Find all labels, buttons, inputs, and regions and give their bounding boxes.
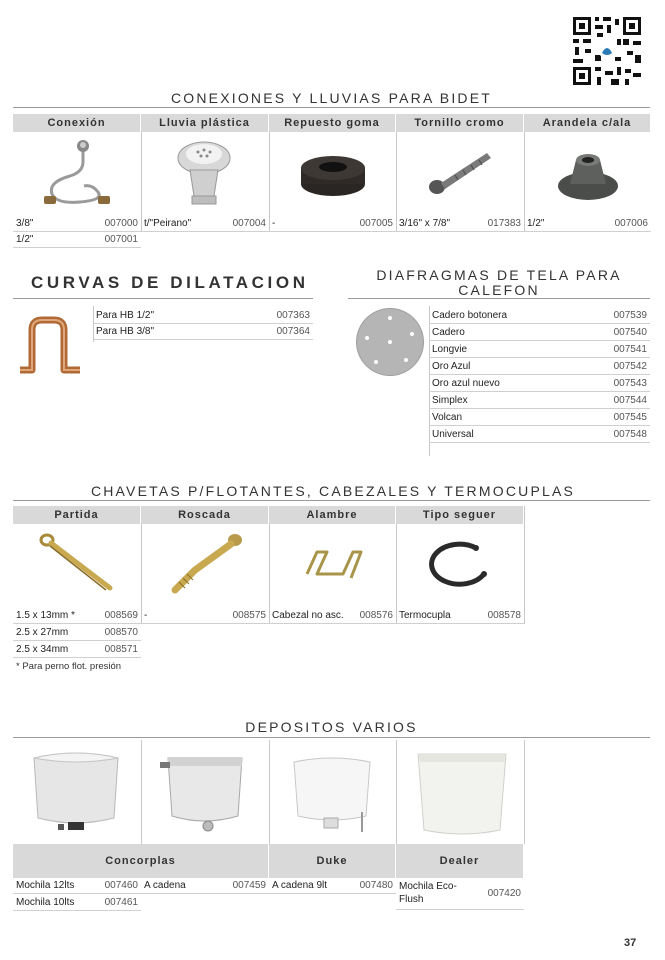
split-pin-image [38,532,118,594]
item-code: 007363 [276,310,310,321]
item-code: 008569 [104,610,138,621]
list-item [13,642,141,658]
item-label: Mochila 12lts [16,880,75,891]
divider [93,306,94,342]
item-code: 007460 [104,880,138,891]
divider [13,737,650,738]
rubber-gasket-image [298,150,368,200]
item-label: Oro azul nuevo [432,378,500,389]
list-item [269,878,396,894]
list-item [93,308,313,324]
cistern-12lts-image [28,748,124,836]
item-label: Para HB 3/8" [96,326,155,337]
item-label: Mochila 10lts [16,897,75,908]
bidet-header-conexion: Conexión [13,114,141,132]
divider [348,298,650,299]
list-item [429,325,650,341]
bidet-header-arandela: Arandela c/ala [524,114,651,132]
chavetas-header-alambre: Alambre [269,506,396,524]
list-item [13,232,141,248]
list-item [141,216,269,232]
depositos-header-concorplas: Concorplas [13,844,269,878]
divider [396,740,397,844]
list-item [396,608,524,624]
bidet-title: CONEXIONES Y LLUVIAS PARA BIDET [170,90,493,106]
list-item [13,878,141,894]
footnote: * Para perno flot. presión [16,661,122,672]
list-item [13,216,141,232]
item-code: 007364 [276,326,310,337]
depositos-header-dealer: Dealer [396,844,524,878]
item-code: 008570 [104,627,138,638]
item-code: 007545 [613,412,647,423]
list-item [13,895,141,911]
cistern-ecoflush-image [412,750,512,838]
item-code: 007543 [613,378,647,389]
item-code: 007548 [613,429,647,440]
item-label: Volcan [432,412,463,423]
item-label: Termocupla [399,610,451,621]
list-item [141,608,269,624]
item-code: 008575 [232,610,266,621]
list-item [429,308,650,324]
qr-code [571,15,643,87]
item-code: 007006 [614,218,648,229]
cistern-chain-image [158,752,250,836]
page-number: 37 [624,937,637,949]
item-label: 1.5 x 13mm * [16,610,75,621]
item-label: - [272,218,276,229]
list-item [429,342,650,358]
list-item [429,427,650,443]
list-item [429,359,650,375]
item-label: 2.5 x 34mm [16,644,69,655]
divider [524,740,525,844]
divider [13,107,650,108]
item-code: 007539 [613,310,647,321]
item-code: 007480 [359,880,393,891]
list-item [13,608,141,624]
diafragmas-title-line2: CALEFON [458,282,540,298]
item-code: 007004 [232,218,266,229]
list-item [524,216,651,232]
divider [524,506,525,624]
threaded-pin-image [165,530,245,596]
item-code: 008576 [359,610,393,621]
wire-clip-image [303,544,363,584]
item-code: 007459 [232,880,266,891]
item-label: Universal [432,429,474,440]
copper-bend-image [16,316,84,374]
item-label: 1/2" [527,218,545,229]
list-item [93,324,313,340]
item-label: Para HB 1/2" [96,310,155,321]
item-label: Simplex [432,395,468,406]
list-item [429,376,650,392]
item-code: 007540 [613,327,647,338]
item-code: 008578 [487,610,521,621]
depositos-header-duke: Duke [269,844,396,878]
item-code: 007544 [613,395,647,406]
item-code: 007420 [487,888,521,899]
item-label: Cadero [432,327,465,338]
chavetas-title: CHAVETAS P/FLOTANTES, CABEZALES Y TERMOCUPLAS [90,483,576,499]
bidet-header-repuesto: Repuesto goma [269,114,396,132]
list-item [141,878,269,894]
list-item [269,216,396,232]
item-label: t/"Peirano" [144,218,192,229]
item-label: 2.5 x 27mm [16,627,69,638]
item-code: 007541 [613,344,647,355]
item-code: 007542 [613,361,647,372]
list-item [396,216,524,232]
cistern-9lt-image [286,752,378,836]
depositos-title: DEPOSITOS VARIOS [245,719,418,735]
divider [13,500,650,501]
divider [141,740,142,844]
item-code: 007000 [104,218,138,229]
list-item [13,625,141,641]
item-label: 1/2" [16,234,34,245]
list-item [429,410,650,426]
retaining-ring-image [424,540,494,590]
divider [13,298,313,299]
list-item [429,393,650,409]
diaphragm-image [354,306,426,378]
item-label: Cabezal no asc. [272,610,344,621]
item-label: Oro Azul [432,361,471,372]
list-item [269,608,396,624]
flanged-washer-image [556,146,620,206]
plastic-shower-image [168,140,240,210]
chavetas-header-seguer: Tipo seguer [396,506,524,524]
chavetas-header-roscada: Roscada [141,506,269,524]
divider [269,740,270,844]
item-label: - [144,610,148,621]
flexible-hose-image [34,138,120,210]
item-code: 007005 [359,218,393,229]
item-code: 017383 [487,218,521,229]
list-item [396,878,524,910]
chavetas-header-partida: Partida [13,506,141,524]
item-label: Mochila Eco- [399,881,457,892]
curvas-title: CURVAS DE DILATACION [31,273,309,292]
item-label: A cadena 9lt [272,880,328,891]
chrome-screw-image [425,145,495,200]
item-code: 007001 [104,234,138,245]
bidet-header-lluvia: Lluvia plástica [141,114,269,132]
item-label: 3/16" x 7/8" [399,218,451,229]
item-label: A cadena [144,880,186,891]
item-label-line2: Flush [399,894,424,905]
item-label: Longvie [432,344,468,355]
diafragmas-title-line1: DIAFRAGMAS DE TELA PARA [376,267,622,283]
item-code: 007461 [104,897,138,908]
item-label: Cadero botonera [432,310,508,321]
item-code: 008571 [104,644,138,655]
item-label: 3/8" [16,218,34,229]
bidet-header-tornillo: Tornillo cromo [396,114,524,132]
